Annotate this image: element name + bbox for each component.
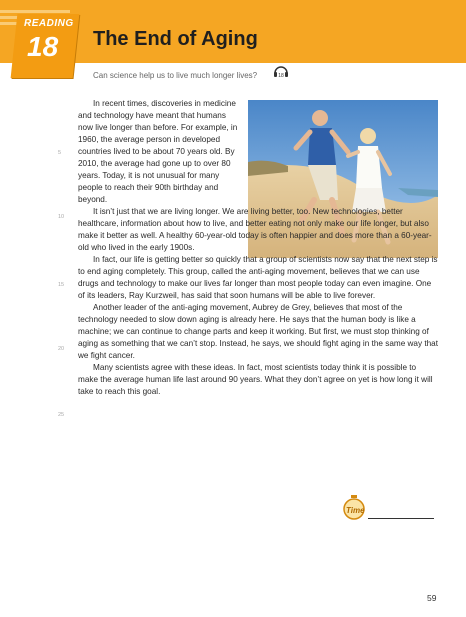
page-number: 59 — [427, 593, 437, 603]
line-number: 15 — [58, 282, 65, 288]
time-entry-line[interactable] — [368, 518, 434, 519]
paragraph: Many scientists agree with these ideas. In fact, most scientists today think it is possible to make the average human life last around 90 years. What they don’t agree on yet is how long it will take to reach this goal. — [78, 363, 433, 396]
line-number: 10 — [58, 214, 65, 220]
paragraph: Another leader of the anti-aging movement, Aubrey de Grey, believes that most of the technology needed to slow down aging is already here. He says that the human body is like a machine; we can continue to change parts and keep it working. But first, we must stop thinking of aging as something that we can’t stop. Instead, he says, we should fight aging in the same way that we fight cancer. — [78, 303, 439, 360]
section-number: 18 — [27, 31, 59, 62]
line-number: 5 — [58, 150, 62, 156]
audio-track-number: 18 — [278, 73, 284, 79]
page-subtitle: Can science help us to live much longer lives? — [93, 71, 258, 80]
header-stripe — [0, 10, 70, 13]
audio-track-icon[interactable] — [273, 65, 289, 79]
timer-label: Time — [346, 506, 365, 515]
line-number: 20 — [58, 346, 65, 352]
section-label: READING — [24, 18, 74, 29]
article-body — [78, 98, 438, 398]
page-title: The End of Aging — [93, 28, 258, 50]
paragraph: In fact, our life is getting better so quickly that a group of scientists now say that the next step is to end aging completely. This group, called the anti-aging movement, believes that we can use drugs and technology to make our lives far longer than most people today can even imagine. One of its leaders, Ray Kurzweil, has said that soon humans will be able to live forever. — [78, 255, 438, 300]
line-number: 25 — [58, 412, 65, 418]
paragraph: It isn’t just that we are living longer. We are living better, too. New technologies, better healthcare, information about how to live, and better eating not only make our life longer, but also make it better as well. A healthy 60-year-old today is often happier and does more than a 60-year-old who lived in the early 1900s. — [78, 207, 432, 252]
paragraph: In recent times, discoveries in medicine and technology have meant that humans now live longer than before. For example, in 1960, the average person in developed countries lived to be about 70 years old. By 2010, the average had gone up to over 80 years. Today, it is not unusual for many people to reach their 90th birthday and beyond. — [78, 99, 238, 204]
